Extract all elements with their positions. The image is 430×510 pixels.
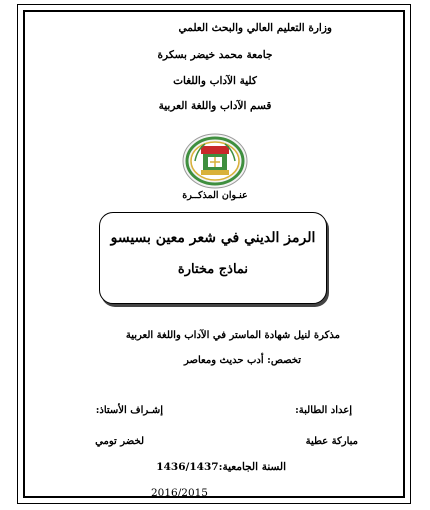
thesis-title: الرمز الديني في شعر معين بسيسو	[110, 230, 316, 246]
department-name: قسم الآداب واللغة العربية	[158, 100, 272, 112]
ministry-name: وزارة التعليم العالي والبحث العلمي	[178, 22, 332, 34]
university-name: جامعة محمد خيضر بسكرة	[157, 49, 273, 61]
prepared-by-label: إعداد الطالبة:	[295, 405, 352, 416]
title-box	[99, 212, 327, 304]
supervisor-label: إشـراف الأستاذ:	[95, 405, 163, 416]
academic-year-gregorian: 2016/2015	[151, 487, 208, 499]
degree-statement: مذكرة لنيل شهادة الماستر في الآداب واللغة العربية	[125, 330, 340, 341]
specialty: تخصص: أدب حديث ومعاصر	[183, 355, 301, 366]
thesis-subtitle: نماذج مختارة	[177, 262, 249, 277]
student-name: مباركة عطية	[305, 436, 358, 447]
supervisor-name: لخضر تومي	[95, 436, 144, 447]
academic-year-hijri: السنة الجامعية:1436/1437	[156, 461, 286, 473]
faculty-name: كلية الآداب واللغات	[173, 75, 257, 87]
memo-heading: عنـوان المذكــرة	[182, 190, 248, 201]
university-logo-icon	[181, 132, 249, 190]
